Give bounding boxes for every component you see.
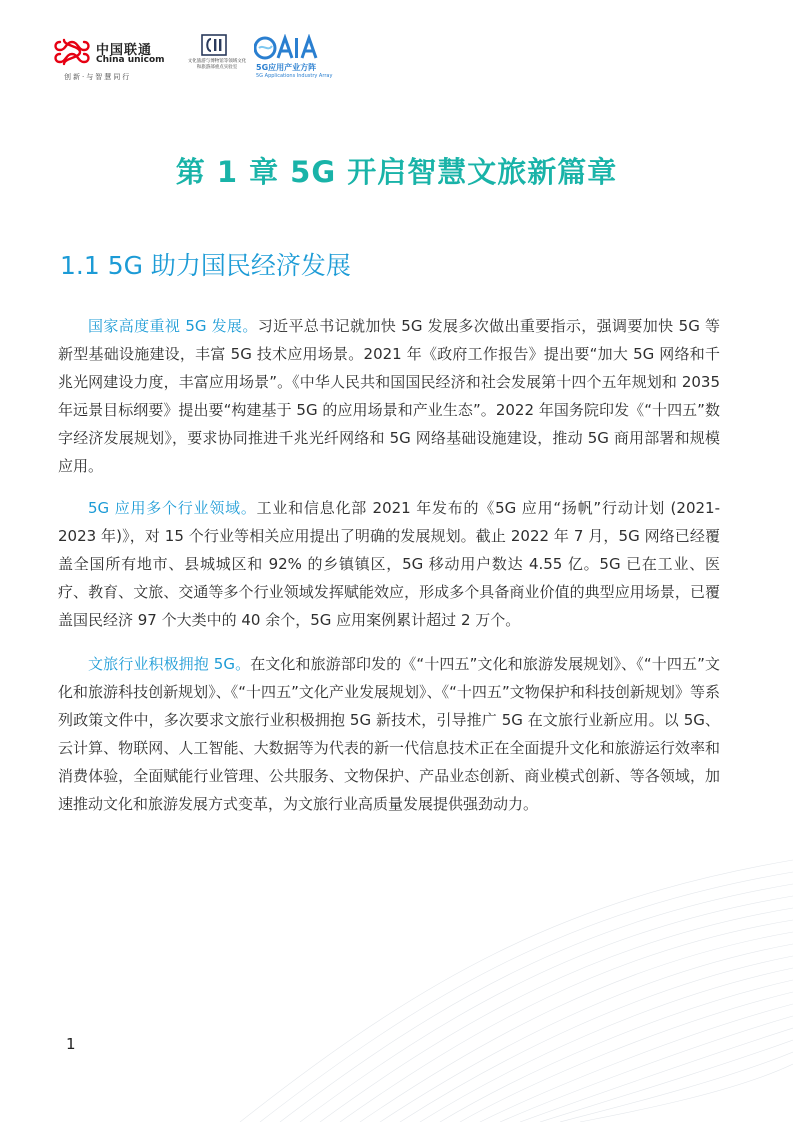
header-logos (52, 30, 452, 90)
aia-name-cn: 5G应用产业方阵 (256, 63, 317, 72)
cii-emblem-icon (201, 34, 227, 56)
china-unicom-logo (52, 36, 172, 84)
page-number: 1 (66, 1035, 76, 1053)
section-title: 1.1 5G 助力国民经济发展 (60, 251, 351, 280)
cii-lab-logo (187, 34, 247, 86)
paragraph-tourism-embraces-5g (58, 650, 720, 818)
china-unicom-knot-icon (52, 36, 92, 68)
chapter-title: 第 1 章 5G 开启智慧文旅新篇章 (175, 155, 618, 189)
paragraph-lead: 5G 应用多个行业领域。 (88, 499, 257, 517)
paragraph-lead: 文旅行业积极拥抱 5G。 (88, 655, 251, 673)
paragraph-body: 工业和信息化部 2021 年发布的《5G 应用“扬帆”行动计划 (2021-2023 年)》，对 15 个行业等相关应用提出了明确的发展规划。截止 2022 年 7 月，5G 网络已经覆盖全国所有地市、县城城区和 92% 的乡镇镇区，5G 移动用户数达 4.55 亿。5G 已在工业、医疗、教育、文旅、交通等多个行业领域发挥赋能效应，形成多个具备商业价值的典型应用场景，已覆盖国民经济 97 个大类中的 40 余个，5G 应用案例累计超过 2 万个。 (58, 499, 720, 629)
unicom-slogan: 创新·与智慧同行 (64, 73, 132, 81)
paragraph-national-priority (58, 312, 720, 480)
paragraph-industry-applications (58, 494, 720, 634)
unicom-name-cn: 中国联通 (96, 43, 153, 58)
5g-aia-emblem-icon (254, 34, 320, 62)
unicom-name-en: China unicom (96, 55, 165, 65)
cii-lab-name: 文化旅游与博物馆等领域文化和旅游部重点实验室 (187, 59, 247, 70)
paragraph-body: 在文化和旅游部印发的《“十四五”文化和旅游发展规划》、《“十四五”文化和旅游科技创新规划》、《“十四五”文化产业发展规划》、《“十四五”文物保护和科技创新规划》等系列政策文件中，多次要求文旅行业积极拥抱 5G 新技术，引导推广 5G 在文旅行业新应用。以 5G、云计算、物联网、人工智能、大数据等为代表的新一代信息技术正在全面提升文化和旅游运行效率和消费体验，全面赋能行业管理、公共服务、文物保护、产品业态创新、商业模式创新、等各领域，加速推动文化和旅游发展方式变革，为文旅行业高质量发展提供强劲动力。 (58, 655, 721, 813)
aia-name-en: 5G Applications Industry Array (256, 73, 333, 79)
paragraph-body: 习近平总书记就加快 5G 发展多次做出重要指示，强调要加快 5G 等新型基础设施建设，丰富 5G 技术应用场景。2021 年《政府工作报告》提出要“加大 5G 网络和千兆光网建设力度，丰富应用场景”。《中华人民共和国国民经济和社会发展第十四个五年规划和 2035 年远景目标纲要》提出要“构建基于 5G 的应用场景和产业生态”。2022 年国务院印发《“十四五”数字经济发展规划》，要求协同推进千兆光纤网络和 5G 网络基础设施建设，推动 5G 商用部署和规模应用。 (58, 317, 720, 475)
paragraph-lead: 国家高度重视 5G 发展。 (88, 317, 258, 335)
5g-aia-logo (254, 34, 334, 86)
